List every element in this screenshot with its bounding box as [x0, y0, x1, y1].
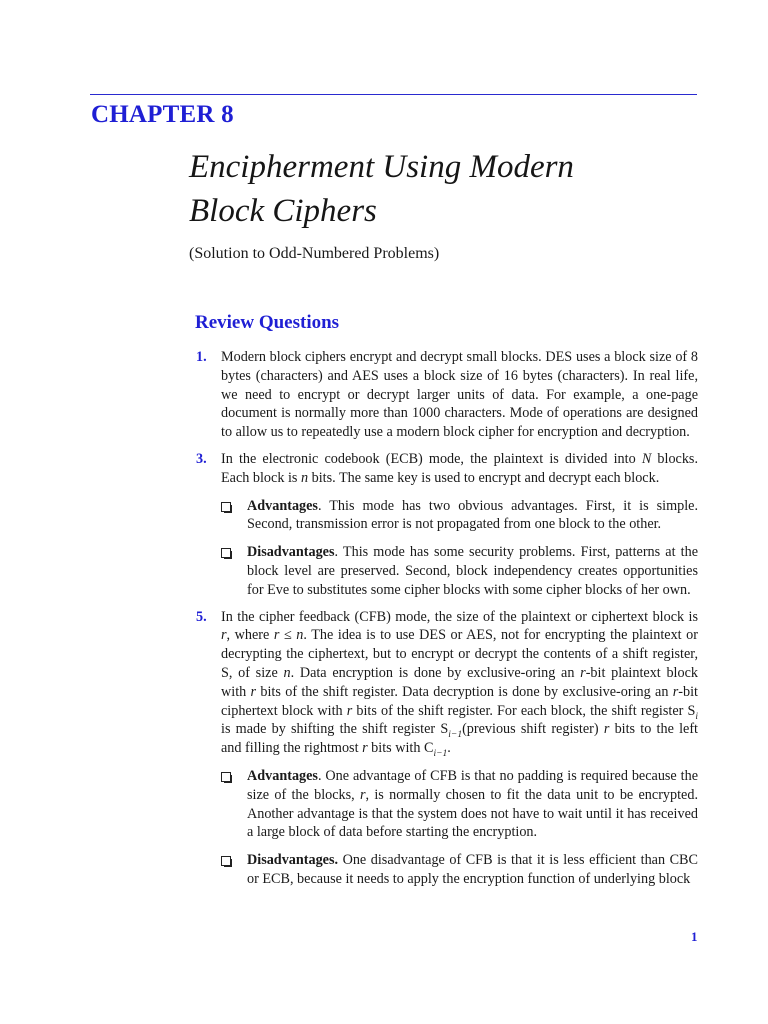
chapter-rule	[90, 94, 697, 95]
bullet-item	[221, 497, 698, 535]
section-heading: Review Questions	[195, 312, 340, 333]
review-questions	[196, 348, 698, 897]
chapter-title	[189, 145, 574, 233]
question-number: 3.	[196, 450, 207, 467]
checkbox-bullet-icon	[221, 851, 247, 889]
question-3	[196, 450, 698, 600]
question-text: In the cipher feedback (CFB) mode, the size of the plaintext or ciphertext block is r, where r ≤ n. The idea is to use DES or AES, not for encrypting the plaintext or decrypting the ciphertext, but to encrypt or decrypt the contents of a shift register, S, of size n. Data encryption is done by exclusive-oring an r-bit plaintext block with r bits of the shift register. Data decryption is done by exclusive-oring an r-bit ciphertext block with r bits of the shift register. For each block, the shift register $S_i$ is made by shifting the shift register $S_{i-1}(previous$ shift register) r bits to the left and filling the rightmost r bits with $C_{i-1}$.	[221, 608, 698, 759]
bullet-item	[221, 851, 698, 889]
bullet-label: Advantages	[247, 767, 318, 784]
bullet-text: . This mode has two obvious advantages. First, it is simple. Second, transmission error is not propagated from one block to the other.	[247, 497, 698, 533]
title-line-1: Encipherment Using Modern	[189, 149, 574, 185]
question-number: 5.	[196, 608, 207, 625]
chapter-subtitle: (Solution to Odd-Numbered Problems)	[189, 245, 440, 262]
question-text: In the electronic codebook (ECB) mode, the plaintext is divided into N blocks. Each block is n bits. The same key is used to encrypt and decrypt each block.	[221, 450, 698, 486]
bullet-text: . This mode has some security problems. First, patterns at the block level are preserved. Second, block independency creates opportunities for Eve to substitutes some cipher blocks with some cipher blocks of her own.	[247, 544, 698, 598]
page-number: 1	[691, 929, 698, 944]
question-5	[196, 608, 698, 889]
bullet-item	[221, 543, 698, 599]
checkbox-bullet-icon	[221, 543, 247, 599]
title-line-2: Block Ciphers	[189, 193, 377, 229]
question-1	[196, 348, 698, 442]
bullet-item: Advantages. One advantage of CFB is that no padding is required because the size of the blocks, r, is normally chosen to fit the data unit to be encrypted. Another advantage is that the system does not have to wait until it has received a large block of data before starting the encryption.	[221, 767, 698, 842]
bullet-label: Disadvantages	[247, 544, 335, 561]
checkbox-bullet-icon	[221, 767, 247, 842]
question-number: 1.	[196, 349, 207, 365]
chapter-label: CHAPTER 8	[91, 101, 234, 128]
checkbox-bullet-icon	[221, 497, 247, 535]
question-text: Modern block ciphers encrypt and decrypt small blocks. DES uses a block size of 8 bytes (characters) and AES uses a block size of 16 bytes (characters). In real life, we need to encrypt or decrypt larger units of data. For example, a one-page document is normally more than 1000 characters. Mode of operations are designed to allow us to repeatedly use a modern block cipher for encryption and decryption.	[221, 349, 698, 441]
bullet-label: Advantages	[247, 497, 318, 514]
bullet-label: Disadvantages.	[247, 852, 339, 869]
bullet-text: One disadvantage of CFB is that it is less efficient than CBC or ECB, because it needs to apply the encryption function of underlying block	[247, 852, 698, 887]
